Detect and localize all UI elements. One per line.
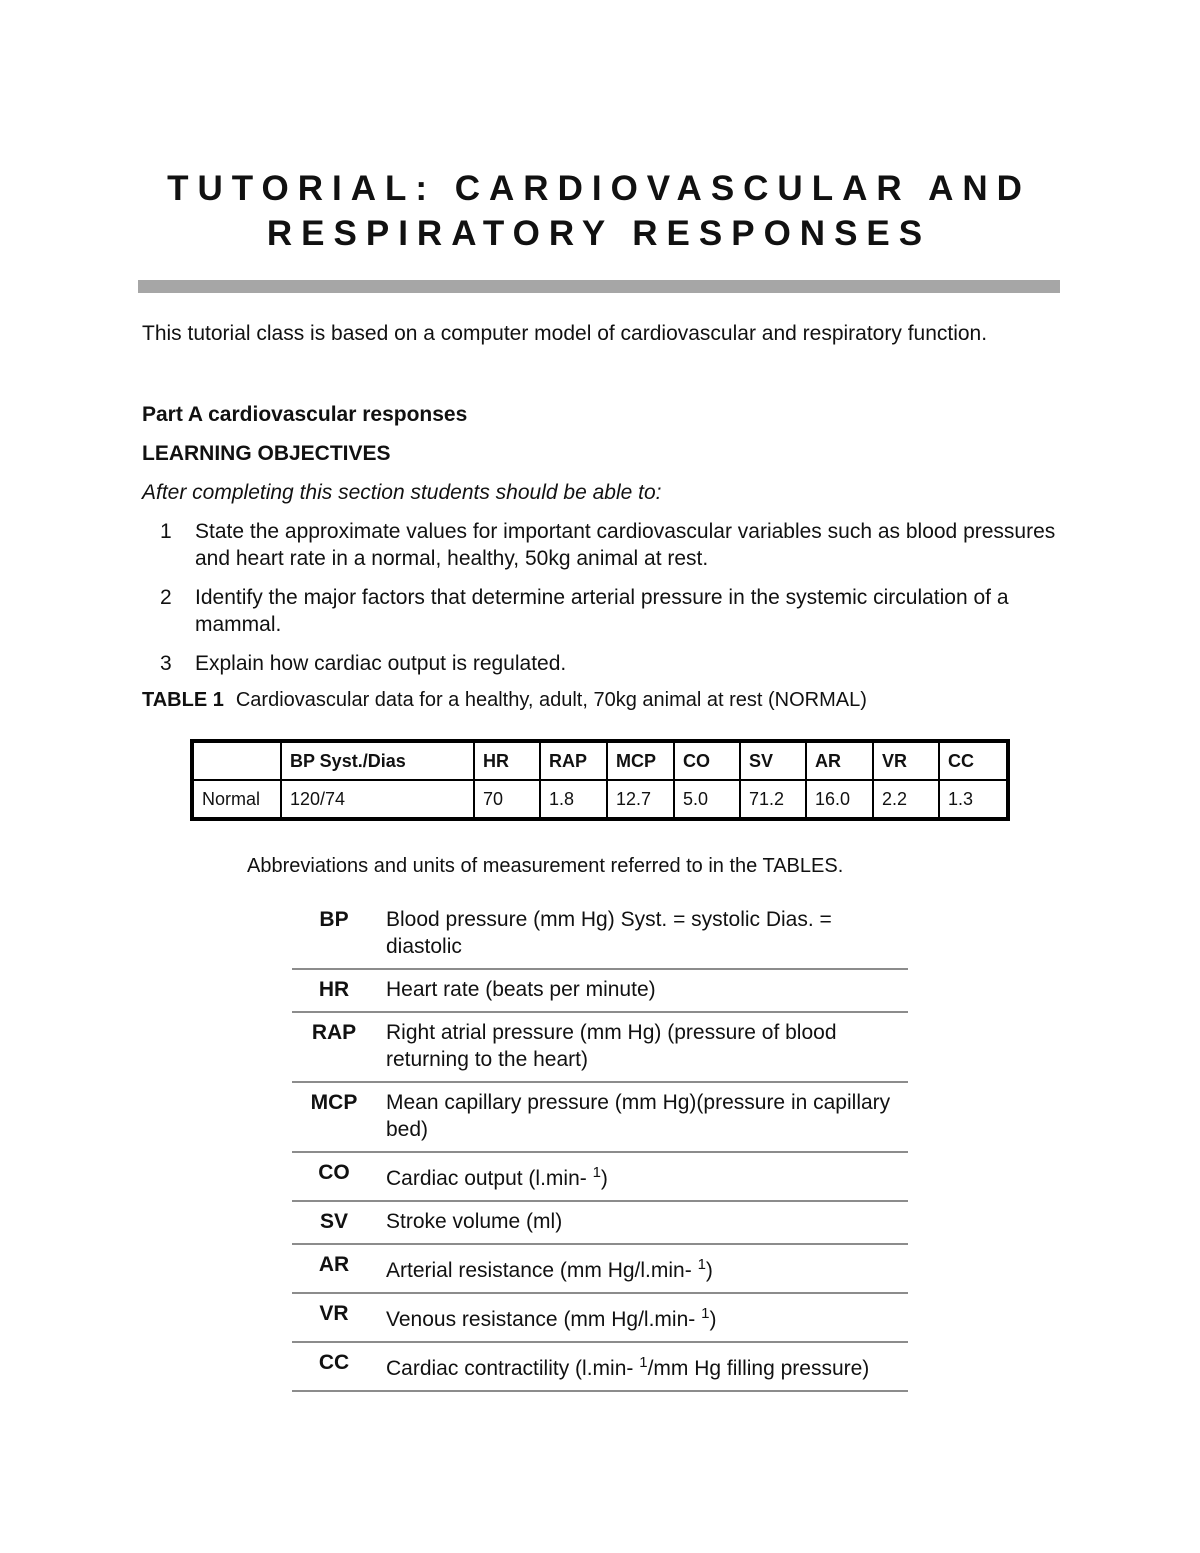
objective-item <box>142 584 1062 638</box>
definition-superscript: 1 <box>701 1305 710 1322</box>
abbreviation-definition <box>376 1159 908 1192</box>
table1-label: TABLE 1 <box>142 689 224 711</box>
table-header-cell: SV <box>740 741 806 780</box>
abbreviation-definition: Stroke volume (ml) <box>386 1210 563 1233</box>
table-header-cell: CC <box>939 741 1008 780</box>
document-title <box>138 166 1060 256</box>
abbreviation-item <box>292 1245 908 1294</box>
definition-part: Cardiac contractility (l.min- <box>386 1357 640 1380</box>
objective-number: 1 <box>160 520 172 543</box>
abbreviation-code: BP <box>319 908 349 931</box>
table-cell: 2.2 <box>873 780 939 819</box>
objectives-list <box>142 518 1062 689</box>
table-cell: 1.3 <box>939 780 1008 819</box>
table-header-cell: RAP <box>540 741 607 780</box>
definition-part: Arterial resistance (mm Hg/l.min- <box>386 1259 698 1282</box>
abbreviation-item <box>292 900 908 970</box>
objective-item <box>142 650 1062 677</box>
abbreviation-code: RAP <box>311 1021 357 1044</box>
objective-number: 3 <box>160 652 172 675</box>
definition-superscript: 1 <box>639 1354 648 1371</box>
table-header-cell <box>192 741 281 780</box>
abbreviation-definition <box>376 1251 908 1284</box>
abbreviation-code: VR <box>319 1302 349 1325</box>
definition-part: Venous resistance (mm Hg/l.min- <box>386 1308 702 1331</box>
abbreviation-item <box>292 1202 908 1245</box>
abbreviation-item <box>292 970 908 1013</box>
abbreviation-item <box>292 1153 908 1202</box>
definition-superscript: 1 <box>697 1256 706 1273</box>
objective-text: Identify the major factors that determine arterial pressure in the systemic circulation of a mammal. <box>195 586 1009 636</box>
cardiovascular-data-table <box>190 739 1010 821</box>
table-header-cell: MCP <box>607 741 674 780</box>
table-cell: 120/74 <box>281 780 474 819</box>
objectives-lead: After completing this section students should be able to: <box>142 481 662 504</box>
abbreviation-definition <box>376 1349 908 1382</box>
table1-caption <box>142 689 867 712</box>
abbreviation-code: AR <box>318 1253 350 1276</box>
learning-objectives-heading: LEARNING OBJECTIVES <box>142 442 391 465</box>
title-divider <box>138 280 1060 293</box>
abbreviations-list <box>292 900 908 1392</box>
table-row <box>192 780 1008 819</box>
abbreviation-item <box>292 1294 908 1343</box>
table-header-row <box>192 741 1008 780</box>
abbreviation-definition <box>376 1300 908 1333</box>
table-header-cell: AR <box>806 741 873 780</box>
objective-text: Explain how cardiac output is regulated. <box>195 652 567 675</box>
table-cell: 71.2 <box>740 780 806 819</box>
abbreviation-code: HR <box>318 978 350 1001</box>
table-header-cell: BP Syst./Dias <box>281 741 474 780</box>
abbreviation-code: CO <box>318 1161 350 1184</box>
definition-part: /mm Hg filling pressure) <box>647 1357 870 1380</box>
abbreviation-item <box>292 1013 908 1083</box>
table-cell: 70 <box>474 780 540 819</box>
abbreviation-code: MCP <box>310 1091 358 1114</box>
table-header-cell: CO <box>674 741 740 780</box>
abbreviation-item <box>292 1343 908 1392</box>
abbreviation-code: SV <box>319 1210 348 1233</box>
objective-number: 2 <box>160 586 172 609</box>
title-line-1: TUTORIAL: CARDIOVASCULAR AND <box>167 169 1031 208</box>
abbreviation-code: CC <box>318 1351 350 1374</box>
table-header-cell: HR <box>474 741 540 780</box>
objective-item <box>142 518 1062 572</box>
title-line-2: RESPIRATORY RESPONSES <box>266 214 932 253</box>
abbreviation-definition: Mean capillary pressure (mm Hg)(pressure in capillary bed) <box>386 1091 891 1141</box>
abbreviation-item <box>292 1083 908 1153</box>
definition-part: ) <box>705 1259 713 1282</box>
objective-text: State the approximate values for important cardiovascular variables such as blood pressures and heart rate in a normal, healthy, 50kg animal at rest. <box>195 520 1056 570</box>
definition-part: ) <box>600 1167 608 1190</box>
table-cell: 1.8 <box>540 780 607 819</box>
table-cell: Normal <box>192 780 281 819</box>
abbreviation-definition: Blood pressure (mm Hg) Syst. = systolic Dias. = diastolic <box>386 908 832 958</box>
abbreviations-caption: Abbreviations and units of measurement referred to in the TABLES. <box>247 855 844 877</box>
table-header-cell: VR <box>873 741 939 780</box>
table-cell: 12.7 <box>607 780 674 819</box>
definition-superscript: 1 <box>592 1164 601 1181</box>
table-cell: 16.0 <box>806 780 873 819</box>
part-a-heading: Part A cardiovascular responses <box>142 403 468 426</box>
table1-caption-text: Cardiovascular data for a healthy, adult, 70kg animal at rest (NORMAL) <box>235 689 867 711</box>
definition-part: ) <box>709 1308 717 1331</box>
abbreviation-definition: Right atrial pressure (mm Hg) (pressure of blood returning to the heart) <box>386 1021 837 1071</box>
abbreviation-definition: Heart rate (beats per minute) <box>386 978 656 1001</box>
table-cell: 5.0 <box>674 780 740 819</box>
intro-paragraph: This tutorial class is based on a computer model of cardiovascular and respiratory function. <box>142 322 988 345</box>
definition-part: Cardiac output (l.min- <box>386 1167 593 1190</box>
